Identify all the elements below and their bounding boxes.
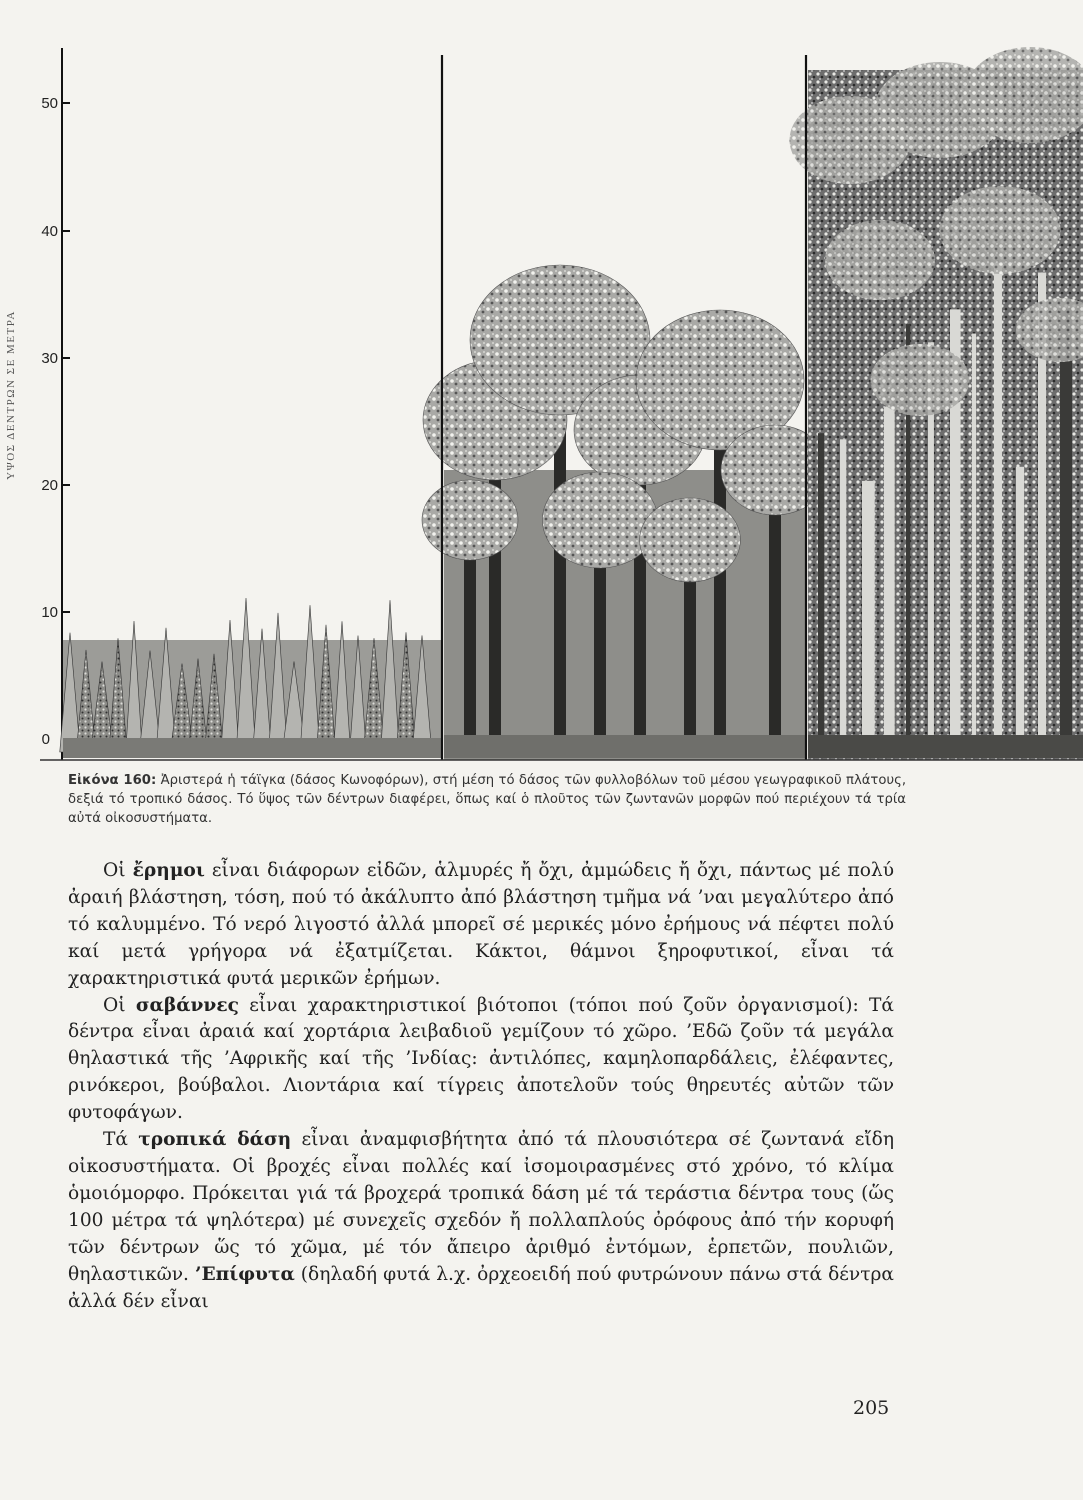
tick-label-50: 50 [41, 95, 58, 112]
tree-trunk [884, 406, 895, 755]
paragraph-text: Τά [103, 1129, 139, 1151]
term-savannas: σαβάννες [135, 994, 239, 1016]
tree-crown [422, 480, 518, 560]
canopy-crown [825, 220, 935, 300]
figure-caption [68, 771, 906, 828]
term-deserts: ἔρημοι [132, 860, 205, 881]
tree-trunk [1016, 467, 1024, 755]
tick-label-0: 0 [41, 731, 50, 748]
tree-crown [542, 472, 657, 568]
canopy-crown [940, 186, 1061, 274]
paragraph-text: Οἱ [103, 860, 133, 881]
tropical-panel [790, 47, 1083, 760]
paragraph-tropical-forests [68, 1127, 894, 1315]
tree-trunk [1060, 309, 1072, 755]
deciduous-panel [422, 265, 829, 760]
paragraph-text: εἶναι χαρακτηριστικοί βιότοποι (τόποι πού ζοῦν ὀργανισμοί): Τά δέντρα εἶναι ἀραιά καί χορτάρια λειβαδιοῦ γεμίζουν τό χῶρο. ’Εδῶ ζοῦν τά μεγάλα θηλαστικά τῆς ’Αφρικῆς καί τῆς ’Ινδίας: ἀντιλόπες, καμηλοπαρδάλεις, ἐλέφαντες, ρινόκεροι, βούβαλοι. Λιοντάρια καί τίγρεις ἀποτελοῦν τούς θηρευτές αὐτῶν τῶν φυτοφάγων. [68, 994, 894, 1124]
paragraph-text: εἶναι ἀναμφισβήτητα ἀπό τά πλουσιότερα σέ ζωντανά εἴδη οἰκοσυστήματα. Οἱ βροχές εἶναι πολλές καί ἰσομοιρασμένες στό χρόνο, τό κλίμα ὁμοιόμορφο. Πρόκειται γιά τά βροχερά τροπικά δάση μέ τά τεράστια δέντρα τους (ὥς 100 μέτρα τά ψηλότερα) μέ συνεχεῖς σχεδόν ἤ πολλαπλούς ὀρόφους ἀπό τήν κορυφή τῶν δέντρων ὥς τό χῶμα, μέ τόν ἄπειρο ἀριθμό ἐντόμων, ἑρπετῶν, πουλιῶν, θηλαστικῶν. [68, 1129, 895, 1285]
tree-trunk [818, 433, 824, 755]
tree-trunk [994, 263, 1002, 755]
paragraph-deserts [68, 858, 894, 993]
paragraph-text: εἶναι διάφορων εἰδῶν, ἁλμυρές ἤ ὄχι, ἀμμώδεις ἤ ὄχι, πάντως μέ πολύ ἀραιή βλάστηση, τόση, πού τό ἀκάλυπτο ἀπό βλάστηση τμῆμα νά ’ναι μεγαλύτερο ἀπό τό καλυμμένο. Τό νερό λιγοστό ἀλλά μπορεῖ σέ μερικές μόνο ἐρήμους νά πέφτει πολύ καί μετά γρήγορα νά ἐξατμίζεται. Κάκτοι, θάμνοι ξηροφυτικοί, εἶναι τά χαρακτηριστικά φυτά μερικῶν ἐρήμων. [68, 860, 894, 989]
term-epiphytes: ’Επίφυτα [194, 1263, 295, 1285]
tree-trunk [862, 481, 875, 755]
height-axis [5, 48, 70, 760]
canopy-crown [871, 344, 970, 416]
caption-text: Ἀριστερά ἡ τάϊγκα (δάσος Κωνοφόρων), στή μέση τό δάσος τῶν φυλλοβόλων τοῦ μέσου γεωγραφικοῦ πλάτους, δεξιά τό τροπικό δάσος. Τό ὕψος τῶν δέντρων διαφέρει, ὅπως καί ὁ πλοῦτος τῶν ζωντανῶν μορφῶν πού περιέχουν τά τρία αὐτά οἰκοσυστήματα. [68, 773, 907, 826]
term-tropical-forests: τροπικά δάση [138, 1129, 292, 1151]
taiga-panel [60, 598, 441, 758]
tick-label-40: 40 [41, 223, 58, 240]
axis-title: ΥΨΟΣ ΔΕΝΤΡΩΝ ΣΕ ΜΕΤΡΑ [5, 310, 17, 480]
tick-label-20: 20 [41, 477, 58, 494]
conifer-trees [60, 598, 432, 752]
paragraph-savannas [68, 993, 894, 1128]
tree-trunk [840, 439, 846, 755]
page-number: 205 [853, 1397, 890, 1419]
tick-label-10: 10 [41, 604, 58, 621]
paragraph-text: Οἱ [103, 994, 136, 1016]
caption-label: Εἰκόνα 160: [68, 773, 157, 788]
tree-crown [640, 498, 741, 582]
tree-trunk [972, 334, 976, 755]
tick-label-30: 30 [41, 350, 58, 367]
paragraph-text: (δηλαδή φυτά λ.χ. ὀρχεοειδή πού φυτρώνουν πάνω στά δέντρα ἀλλά δέν εἶναι [68, 1263, 894, 1312]
body-text [68, 858, 894, 1315]
